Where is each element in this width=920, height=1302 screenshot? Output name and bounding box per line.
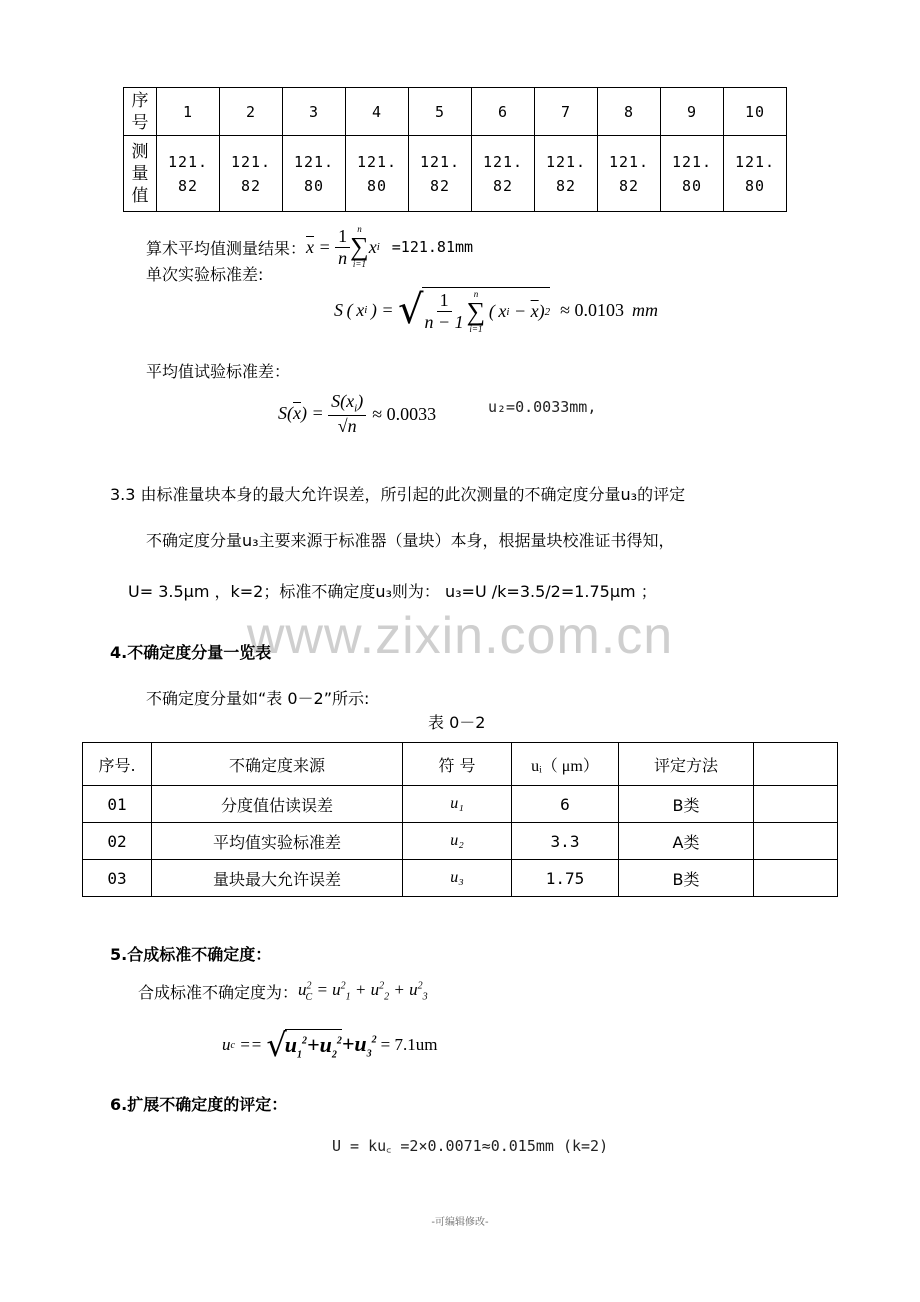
cell-source: 量块最大允许误差 xyxy=(152,860,403,897)
table-row xyxy=(83,786,838,823)
u3-line: U= 3.5μm ，k=2；标准不确定度u₃则为： u₃=U /k=3.5/2=1.75μm ； xyxy=(128,582,657,601)
cell-value: 3.3 xyxy=(512,823,619,860)
cell-empty xyxy=(754,786,838,823)
cell-value: 1.75 xyxy=(512,860,619,897)
cell-value: 6 xyxy=(512,786,619,823)
mean-std-label: 平均值试验标准差： xyxy=(146,362,291,381)
cell-seq: 02 xyxy=(83,823,152,860)
value-cell: 121. 80 xyxy=(283,136,346,212)
col-header: 评定方法 xyxy=(619,743,754,786)
seq-cell: 10 xyxy=(724,88,787,136)
seq-cell: 4 xyxy=(346,88,409,136)
seq-cell: 7 xyxy=(535,88,598,136)
footer: -可编辑修改- xyxy=(431,1217,489,1228)
seq-cell: 2 xyxy=(220,88,283,136)
section-4: 4.不确定度分量一览表 xyxy=(110,643,272,662)
col-header: uᵢ（ μm） xyxy=(512,743,619,786)
table-caption: 表 0－2 xyxy=(428,713,486,732)
value-cell: 121. 80 xyxy=(724,136,787,212)
col-header: 符 号 xyxy=(403,743,512,786)
cell-method: B类 xyxy=(619,786,754,823)
measurement-table xyxy=(123,87,787,212)
mean-std-formula: S( $\overline{x}$ ) = $\frac{S(x_i)}{√n}$ ≈ 0.0033 xyxy=(278,391,437,437)
u2-text: u₂=0.0033mm, xyxy=(488,398,597,416)
value-cell: 121. 80 xyxy=(661,136,724,212)
col-header xyxy=(754,743,838,786)
value-cell: 121. 82 xyxy=(472,136,535,212)
section-5: 5.合成标准不确定度： xyxy=(110,945,272,964)
cell-empty xyxy=(754,823,838,860)
seq-cell: 3 xyxy=(283,88,346,136)
table-row xyxy=(83,860,838,897)
value-cell: 121. 82 xyxy=(598,136,661,212)
seq-cell: 1 xyxy=(157,88,220,136)
value-cell: 121. 82 xyxy=(409,136,472,212)
seq-cell: 6 xyxy=(472,88,535,136)
row-header-value: 测 量 值 xyxy=(124,136,157,212)
section-3-3: 3.3 由标准量块本身的最大允许误差，所引起的此次测量的不确定度分量u₃的评定 xyxy=(110,485,686,504)
cell-source: 分度值估读误差 xyxy=(152,786,403,823)
section-6: 6.扩展不确定度的评定： xyxy=(110,1095,288,1114)
cell-symbol: u₁ xyxy=(403,786,512,823)
table-header-row xyxy=(83,743,838,786)
value-cell: 121. 82 xyxy=(157,136,220,212)
combined-formula: $u^2_C = u^2_1 + u^2_2 + u^2_3$ xyxy=(298,980,428,1003)
single-std-label: 单次实验标准差: xyxy=(146,265,264,284)
mean-label: 算术平均值测量结果： xyxy=(146,238,307,258)
watermark: www.zixin.com.cn xyxy=(246,607,674,665)
mean-formula: $\overline{x}$ = $\frac{1}{n}$ n ∑ i=1 x i xyxy=(306,224,380,269)
cell-seq: 01 xyxy=(83,786,152,823)
cell-symbol: u₃ xyxy=(403,860,512,897)
cell-empty xyxy=(754,860,838,897)
expanded-formula: U = ku꜀ =2×0.0071≈0.015mm (k=2) xyxy=(332,1137,609,1155)
cell-method: A类 xyxy=(619,823,754,860)
para-u3: 不确定度分量u₃主要来源于标准器（量块）本身，根据量块校准证书得知， xyxy=(146,531,675,550)
table-row xyxy=(124,136,787,212)
value-cell: 121. 82 xyxy=(535,136,598,212)
seq-cell: 9 xyxy=(661,88,724,136)
table-row xyxy=(124,88,787,136)
col-header: 序号. xyxy=(83,743,152,786)
col-header: 不确定度来源 xyxy=(152,743,403,786)
mean-result: =121.81mm xyxy=(391,238,474,256)
seq-cell: 8 xyxy=(598,88,661,136)
combined-line xyxy=(138,980,428,1003)
value-cell: 121. 82 xyxy=(220,136,283,212)
row-header-seq: 序 号 xyxy=(124,88,157,136)
combined-label: 合成标准不确定度为： xyxy=(138,983,299,1002)
cell-source: 平均值实验标准差 xyxy=(152,823,403,860)
uncertainty-table xyxy=(82,742,838,897)
cell-seq: 03 xyxy=(83,860,152,897)
cell-symbol: u₂ xyxy=(403,823,512,860)
single-std-formula: S ( x i ) = √ $\frac{1}{n - 1}$ n ∑ i=1 ( x i − $\overline{x}$ ) 2 ≈ 0.0103 mm xyxy=(334,287,659,334)
table-intro: 不确定度分量如“表 0－2”所示: xyxy=(146,689,370,708)
combined-formula-2: u c == √ $u_1^2+u_2^2$ $+u_3^2$ = 7.1um xyxy=(222,1026,438,1064)
value-cell: 121. 80 xyxy=(346,136,409,212)
cell-method: B类 xyxy=(619,860,754,897)
seq-cell: 5 xyxy=(409,88,472,136)
table-row xyxy=(83,823,838,860)
